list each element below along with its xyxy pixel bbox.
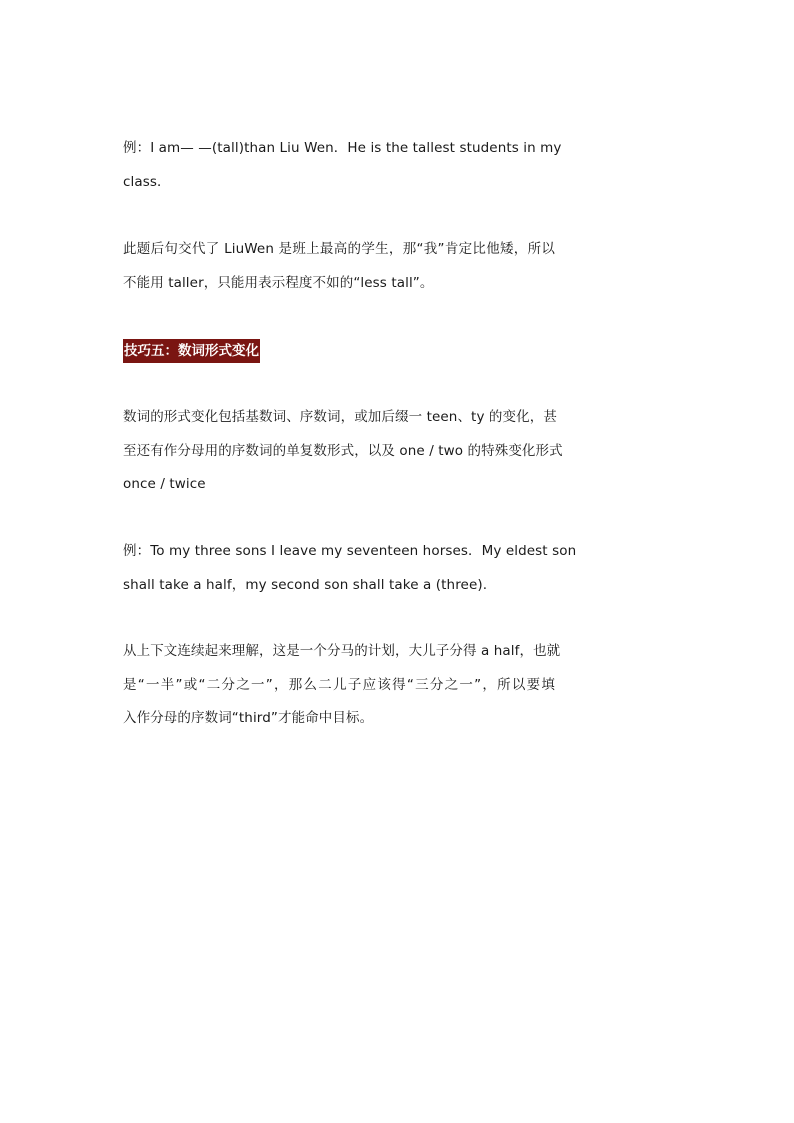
example-1-line-2: class． (123, 173, 171, 190)
explanation-2-line-3: 入作分母的序数词“third”才能命中目标。 (123, 710, 374, 726)
example-paragraph-2 (123, 535, 577, 602)
explanation-1-line-1: 此题后句交代了 LiuWen 是班上最高的学生，那“我”肯定比他矮，所以 (123, 241, 555, 257)
explanation-2-line-2: 是“一半”或“二分之一”，那么二儿子应该得“三分之一”，所以要填 (123, 676, 555, 693)
example-2-line-1: 例：To my three sons I leave my seventeen horses．My eldest son (123, 543, 577, 559)
example-paragraph-1 (123, 132, 562, 199)
section-intro-line-2: 至还有作分母用的序数词的单复数形式，以及 one / two 的特殊变化形式 (123, 442, 563, 459)
explanation-1-line-2: 不能用 taller，只能用表示程度不如的“less tall”。 (123, 274, 434, 291)
section-intro-line-1: 数词的形式变化包括基数词、序数词，或加后缀一 teen、ty 的变化，甚 (123, 409, 557, 425)
example-1-line-1: 例：I am— —(tall)than Liu Wen．He is the tallest students in my (123, 140, 562, 156)
section-heading: 技巧五：数词形式变化 (123, 339, 260, 363)
explanation-paragraph-2 (123, 635, 561, 736)
section-intro-line-3: once / twice (123, 476, 206, 492)
explanation-2-line-1: 从上下文连续起来理解，这是一个分马的计划，大儿子分得 a half，也就 (123, 643, 561, 659)
section-intro-paragraph (123, 401, 563, 502)
explanation-paragraph-1 (123, 233, 555, 300)
example-2-line-2: shall take a half，my second son shall take a (three). (123, 576, 488, 593)
